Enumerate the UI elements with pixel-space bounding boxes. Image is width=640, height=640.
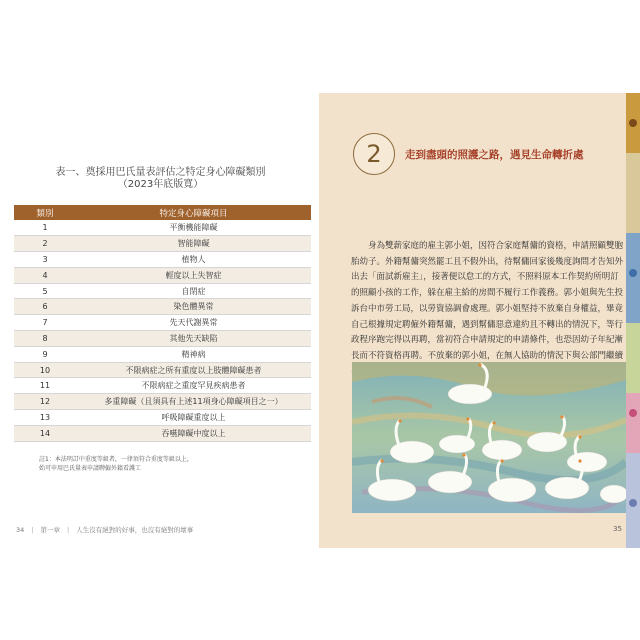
row-num: 10: [14, 362, 76, 378]
row-num: 6: [14, 299, 76, 315]
row-item: 先天代謝異常: [76, 315, 311, 331]
footnote-line: 註1：本法明訂中重度等級者，一律須符合重度等級以上，: [39, 456, 193, 463]
row-num: 7: [14, 315, 76, 331]
right-page: [319, 93, 626, 548]
running-title: 人生沒有絕對的好事，也沒有絕對的壞事: [76, 526, 194, 534]
section-number-badge: 2: [353, 133, 395, 175]
disability-category-table: [14, 205, 311, 442]
flower-strip: [626, 93, 640, 548]
table-row: [14, 267, 311, 283]
table-row: [14, 331, 311, 347]
row-num: 9: [14, 346, 76, 362]
row-item: 輕度以上失智症: [76, 267, 311, 283]
row-item: 自閉症: [76, 283, 311, 299]
body-text: [351, 239, 623, 380]
row-num: 4: [14, 267, 76, 283]
header-category: 類別: [14, 205, 76, 220]
row-num: 14: [14, 425, 76, 441]
table-header-row: [14, 205, 311, 220]
row-item: 多重障礙（且須具有上述11項身心障礙項目之一）: [76, 394, 311, 410]
row-num: 8: [14, 331, 76, 347]
swans-painting: [352, 362, 626, 513]
table-caption: [6, 167, 315, 191]
footer-divider: |: [31, 525, 34, 534]
row-num: 2: [14, 236, 76, 252]
row-item: 不限病症之重度罕見疾病患者: [76, 378, 311, 394]
row-item: 植物人: [76, 252, 311, 268]
chapter-label: 第一章: [40, 526, 60, 534]
right-page-number: 35: [613, 525, 622, 533]
row-num: 5: [14, 283, 76, 299]
table-row: [14, 236, 311, 252]
paragraph: 身為雙薪家庭的雇主郭小姐，因符合家庭幫傭的資格，申請照顧雙胞胎幼子。外籍幫傭突然罷工且不假外出，待幫傭回家後幾度詢問才告知外出去「面試新雇主」，接著便以怠工的方式，不照料原本工作契約所明訂的照顧小孩的工作，躲在雇主給的房間不履行工作義務。郭小姐與先生投訴台中市勞工局，以勞資協調會處理。郭小姐堅持不放棄自身權益，畢竟自己根據規定聘僱外籍幫傭，遇到幫傭惡意違約且不轉出的情況下，等行政程序跑完得以再聘，當初符合申請規定的申請條件，也恐因幼子年紀漸長而不符資格再聘。不放棄的郭小姐，在無人協助的情況下與公部門繼續: [351, 241, 624, 361]
row-item: 智能障礙: [76, 236, 311, 252]
footer-divider: |: [66, 525, 70, 534]
table-row: [14, 378, 311, 394]
row-item: 精神病: [76, 346, 311, 362]
table-row: [14, 315, 311, 331]
table-row: [14, 394, 311, 410]
footnote-line: 始可申用巴氏量表申請聘僱外籍看護工: [39, 465, 142, 472]
section-title: 走到盡頭的照護之路，遇見生命轉折處: [405, 148, 584, 161]
row-num: 1: [14, 220, 76, 236]
left-page: [6, 95, 315, 547]
left-page-number: 34: [16, 525, 25, 534]
table-footnote: [39, 455, 239, 473]
row-item: 其他先天缺陷: [76, 331, 311, 347]
table-caption-title: 表一、奠採用巴氏量表評估之特定身心障礙類別: [55, 167, 266, 178]
header-item: 特定身心障礙項目: [76, 205, 311, 220]
row-num: 3: [14, 252, 76, 268]
table-row: [14, 362, 311, 378]
left-page-footer: [16, 525, 193, 534]
table-row: [14, 425, 311, 441]
table-row: [14, 283, 311, 299]
table-row: [14, 299, 311, 315]
row-item: 吞嚥障礙中度以上: [76, 425, 311, 441]
table-row: [14, 220, 311, 236]
row-item: 平衡機能障礙: [76, 220, 311, 236]
section-header: [353, 133, 584, 175]
row-item: 呼吸障礙重度以上: [76, 410, 311, 426]
table-row: [14, 252, 311, 268]
table-row: [14, 346, 311, 362]
row-item: 染色體異常: [76, 299, 311, 315]
table-caption-subtitle: （2023年底版寬）: [117, 179, 204, 190]
row-num: 11: [14, 378, 76, 394]
row-num: 13: [14, 410, 76, 426]
row-item: 不限病症之所有重度以上肢體障礙患者: [76, 362, 311, 378]
row-num: 12: [14, 394, 76, 410]
table-row: [14, 410, 311, 426]
